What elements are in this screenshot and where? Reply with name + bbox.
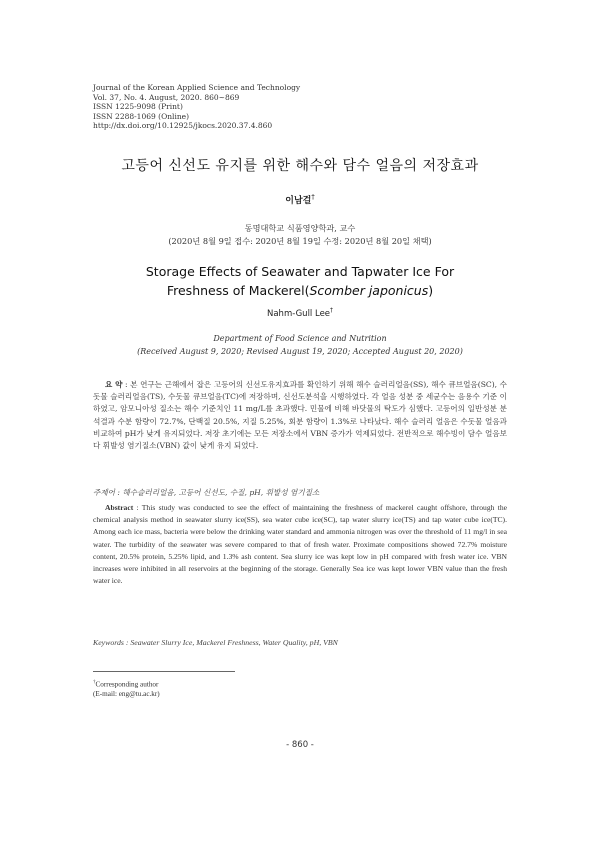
- journal-info: [93, 83, 300, 131]
- english-abstract: [93, 502, 507, 587]
- species-name: Scomber japonicus: [309, 283, 429, 298]
- english-dates: (Received August 9, 2020; Revised August 19, 2020; Accepted August 20, 2020): [137, 346, 463, 356]
- english-abstract-text: : This study was conducted to see the effect of maintaining the freshness of mackerel caught offshore, through the chemical analysis method in seawater slurry ice(SS), sea water cube ice(SC), tap water slurry ice(TS) and tap water cube ice(TC). Among each ice mass, bacteria were below the drinking water standard and ammonia nitrogen was over the threshold of 11 mg/l in sea water. The turbidity of the seawater was severe compared to that of fresh water. Proximate compositions showed 72.7% moisture content, 20.5% protein, 5.25% lipid, and 1.3% ash content. Sea slurry ice was kept low in pH compared with fresh water ice. VBN increases were inhibited in all reservoirs at the beginning of the storage. Generally Sea ice was kept lower VBN value than the fresh water ice.: [93, 503, 507, 586]
- korean-dates: (2020년 8월 9일 접수: 2020년 8월 19일 수정: 2020년 8월 20일 채택): [168, 236, 432, 246]
- footnote-divider: [93, 671, 235, 672]
- english-keywords: Keywords : Seawater Slurry Ice, Mackerel Freshness, Water Quality, pH, VBN: [93, 638, 338, 647]
- english-title-line1: Storage Effects of Seawater and Tapwater Ice For: [145, 264, 455, 279]
- journal-name: Journal of the Korean Applied Science and Technology: [93, 83, 301, 92]
- issn-online: ISSN 2288-1069 (Online): [93, 111, 190, 121]
- english-abstract-label: Abstract: [105, 503, 134, 512]
- korean-affiliation-block: [0, 222, 600, 248]
- korean-abstract-text: : 본 연구는 근해에서 잡은 고등어의 신선도유지효과를 확인하기 위해 해수 슬러리얼음(SS), 해수 큐브얼음(SC), 수돗물 슬러리얼음(TS), 수돗물 큐브얼음(TC)에 저장하며, 신선도분석을 시행하였다. 각 얼음 성분 중 세균수는 음용수 기준 이하였고, 암모니아성 질소는 해수 기준치인 11 mg/L를 초과했다. 민물에 비해 바닷물의 탁도가 심했다. 고등어의 일반성분 분석결과 수분 함량이 72.7%, 단백질 20.5%, 지질 5.25%, 회분 함량이 1.3%로 나타났다. 해수 슬러리 얼음은 수돗물 얼음과 비교하여 pH가 낮게 유지되었다. 저장 초기에는 모든 저장소에서 VBN 증가가 억제되었다. 전반적으로 해수빙이 담수 얼음보다 휘발성 염기질소(VBN) 값이 낮게 유지 되었다.: [93, 380, 507, 451]
- korean-author-name: 이남걸: [285, 196, 312, 206]
- english-affiliation: Department of Food Science and Nutrition: [213, 334, 387, 343]
- page-number: - 860 -: [286, 740, 314, 750]
- english-author: [0, 307, 600, 319]
- issn-print: ISSN 1225-9098 (Print): [93, 102, 183, 112]
- english-title-line2-text: Freshness of Mackerel(: [166, 283, 310, 298]
- english-affiliation-block: [0, 333, 600, 358]
- korean-abstract: [93, 379, 507, 452]
- english-author-name: Nahm-Gull Lee: [266, 308, 331, 319]
- korean-author: [0, 193, 600, 206]
- doi-link[interactable]: http://dx.doi.org/10.12925/jkocs.2020.37.4.860: [93, 121, 273, 131]
- english-title-line2: [0, 281, 600, 300]
- footnote-email: (E-mail: eng@tu.ac.kr): [93, 690, 160, 699]
- korean-title: 고등어 신선도 유지를 위한 해수와 담수 얼음의 저장효과: [121, 158, 479, 174]
- korean-abstract-label: 요 약: [105, 380, 123, 389]
- korean-affiliation: 동명대학교 식품영양학과, 교수: [244, 223, 356, 233]
- english-title: [0, 262, 600, 300]
- footnote-mark: †: [93, 680, 96, 685]
- footnote-line1: [93, 678, 160, 689]
- english-title-line2-end: ): [428, 283, 434, 298]
- korean-keywords: 주제어 : 해수슬러리얼음, 고등어 신선도, 수질, pH, 휘발성 염기질소: [93, 488, 320, 497]
- corresponding-mark: †: [311, 194, 315, 201]
- corresponding-mark-en: †: [330, 307, 334, 314]
- footnote: [93, 678, 160, 699]
- journal-volume: Vol. 37, No. 4. August, 2020. 860~869: [93, 92, 240, 102]
- footnote-corresponding: Corresponding author: [95, 680, 159, 689]
